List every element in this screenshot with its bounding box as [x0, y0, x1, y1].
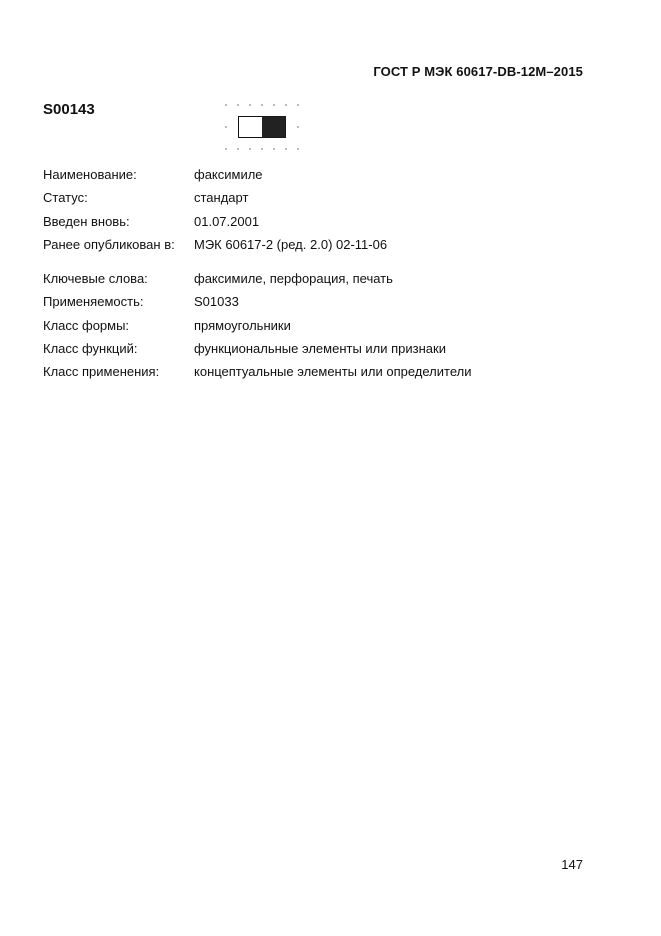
- field-row-introduced: [43, 210, 472, 233]
- field-value: S01033: [194, 294, 239, 310]
- field-label: Наименование:: [43, 167, 137, 182]
- field-value: концептуальные элементы или определители: [194, 364, 472, 380]
- field-value: прямоугольники: [194, 317, 291, 333]
- field-label: Ранее опубликован в:: [43, 236, 175, 252]
- document-header: ГОСТ Р МЭК 60617-DB-12M–2015: [373, 64, 583, 79]
- field-label: Статус:: [43, 190, 88, 206]
- attribute-list: [43, 163, 472, 384]
- field-row-applicability: [43, 290, 472, 313]
- field-value: функциональные элементы или признаки: [194, 341, 446, 357]
- symbol-code: S00143: [43, 101, 95, 118]
- field-row-function-class: [43, 337, 472, 360]
- field-label: Введен вновь:: [43, 213, 130, 229]
- field-value: стандарт: [194, 190, 249, 206]
- field-row-previously-published: [43, 233, 472, 256]
- field-label: Применяемость:: [43, 294, 144, 310]
- field-label: Ключевые слова:: [43, 271, 148, 287]
- field-value: факсимиле, перфорация, печать: [194, 271, 393, 287]
- field-value: 01.07.2001: [194, 213, 260, 229]
- field-row-status: [43, 186, 472, 209]
- facsimile-symbol-icon: [222, 102, 302, 152]
- field-label: Класс функций:: [43, 341, 138, 357]
- field-row-shape-class: [43, 314, 472, 337]
- field-value: факсимиле: [194, 167, 263, 182]
- field-row-application-class: [43, 360, 472, 383]
- field-row-keywords: [43, 267, 472, 290]
- field-label: Класс формы:: [43, 317, 130, 333]
- field-row-name: [43, 163, 472, 186]
- field-label: Класс применения:: [43, 364, 160, 380]
- field-value: МЭК 60617-2 (ред. 2.0) 02-11-06: [194, 236, 388, 252]
- page-number: 147: [561, 857, 583, 872]
- group-spacer: [43, 256, 472, 267]
